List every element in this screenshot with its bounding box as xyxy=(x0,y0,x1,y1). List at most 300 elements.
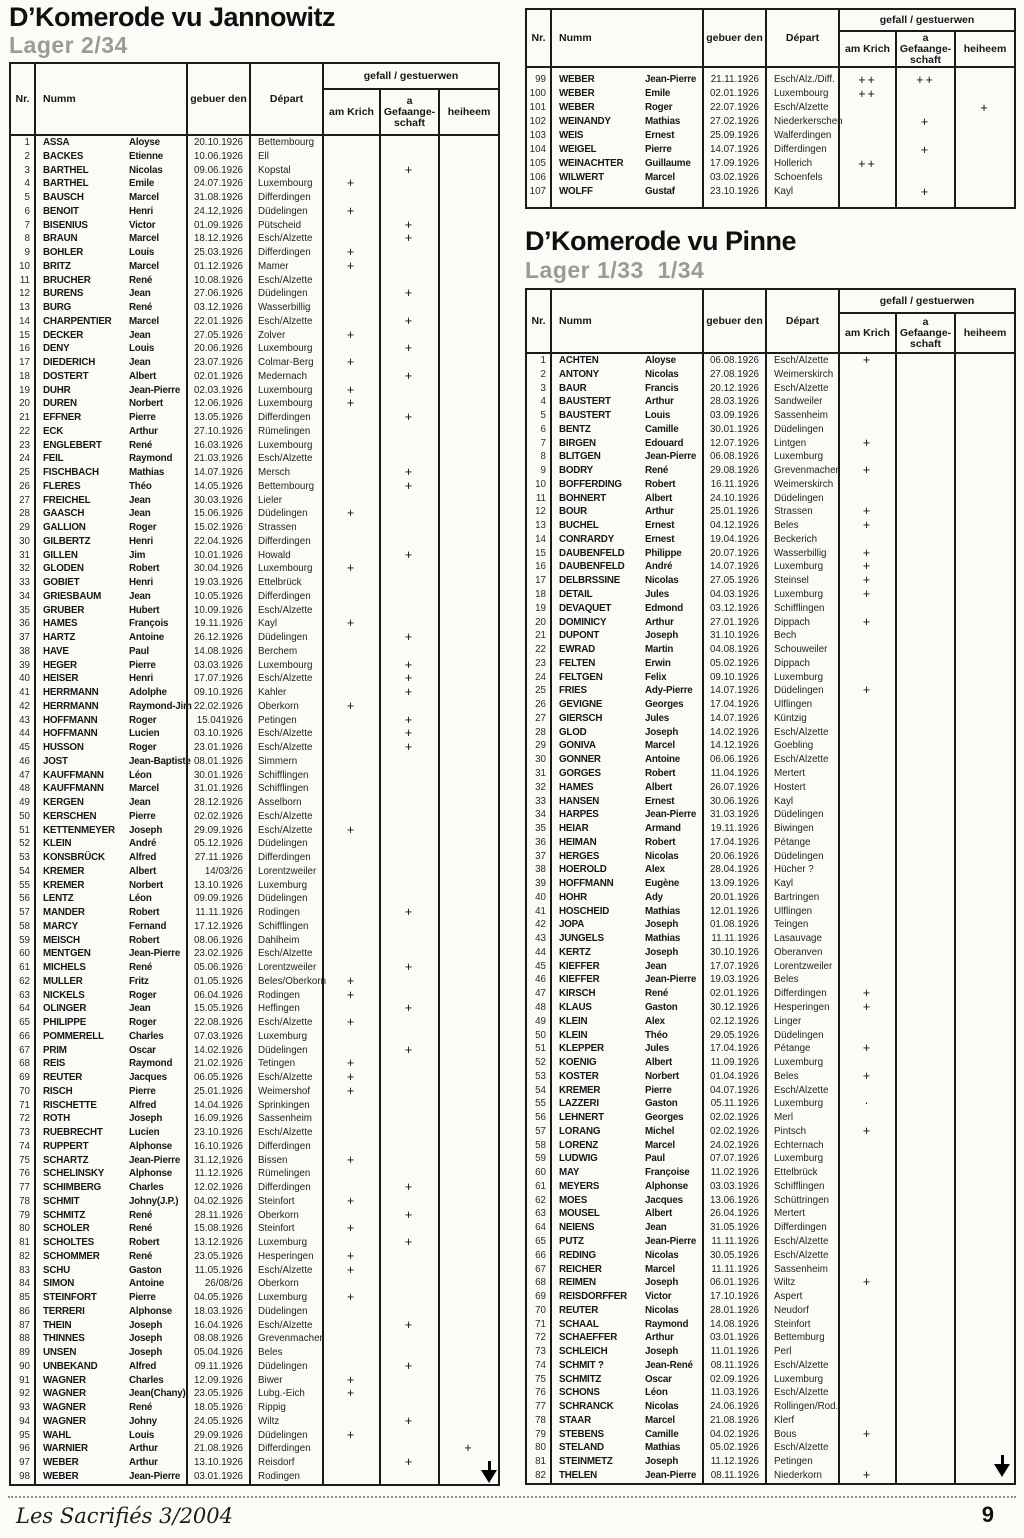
cell-firstname: André xyxy=(645,561,673,573)
col-header-numm: Numm xyxy=(550,290,702,352)
cell-nr: 62 xyxy=(535,1194,546,1206)
cell-name xyxy=(34,549,186,563)
cell-depart: Esch/Alzette xyxy=(765,382,838,396)
cell-nr: 49 xyxy=(535,1015,546,1027)
cell-krich-mark: + xyxy=(322,397,379,411)
cell-heiheem-mark xyxy=(438,164,498,178)
cell-heiheem-mark xyxy=(438,507,498,521)
cell-born: 25.09.1926 xyxy=(702,129,765,143)
cell-nr: 20 xyxy=(19,398,30,410)
cell-krich-mark xyxy=(838,629,895,643)
cell-depart: Bettemburg xyxy=(765,1331,838,1345)
col-header-born: gebuer den xyxy=(186,64,249,134)
cell-born: 15.02.1926 xyxy=(186,521,249,535)
cell-firstname: Jean xyxy=(129,590,151,602)
cell-surname: KREMER xyxy=(43,879,85,891)
cell-firstname: Nicolas xyxy=(645,1249,679,1261)
cell-surname: SCHRANCK xyxy=(559,1401,614,1413)
cell-heiheem-mark xyxy=(438,397,498,411)
cell-heiheem-mark xyxy=(954,1180,1014,1194)
cell-nr: 48 xyxy=(535,1001,546,1013)
table-row xyxy=(527,464,1014,478)
cell-depart: Tetingen xyxy=(249,1057,322,1071)
table-row xyxy=(527,1097,1014,1111)
cell-gefaangeschaft-mark xyxy=(379,1401,438,1415)
cell-firstname: Jean-Pierre xyxy=(129,948,181,960)
cell-depart: Differdingen xyxy=(249,1181,322,1195)
cell-name xyxy=(34,562,186,576)
cell-born: 29.09.1926 xyxy=(186,1429,249,1443)
table-row xyxy=(527,1056,1014,1070)
cell-gefaangeschaft-mark xyxy=(379,1346,438,1360)
cell-krich-mark xyxy=(838,533,895,547)
cell-firstname: Marcel xyxy=(645,1414,675,1426)
cell-depart: Wiltz xyxy=(249,1415,322,1429)
cell-name xyxy=(34,1456,186,1470)
cell-firstname: René xyxy=(645,988,669,1000)
cell-surname: DOSTERT xyxy=(43,370,89,382)
cell-depart: Düdelingen xyxy=(765,423,838,437)
cell-name xyxy=(34,274,186,288)
cell-krich-mark: + xyxy=(838,437,895,451)
cell-nr: 56 xyxy=(19,893,30,905)
cell-surname: JOST xyxy=(43,755,68,767)
cell-gefaangeschaft-mark: + xyxy=(379,342,438,356)
cell-surname: BOFFERDING xyxy=(559,478,622,490)
cell-nr: 44 xyxy=(535,946,546,958)
cell-gefaangeschaft-mark xyxy=(895,1235,954,1249)
cell-heiheem-mark xyxy=(954,368,1014,382)
cell-heiheem-mark xyxy=(954,1029,1014,1043)
cell-firstname: Joseph xyxy=(129,824,163,836)
cell-nr: 31 xyxy=(535,767,546,779)
cell-nr: 37 xyxy=(535,850,546,862)
cell-surname: MICHELS xyxy=(43,962,86,973)
cell-name xyxy=(34,246,186,260)
cell-heiheem-mark xyxy=(954,143,1014,157)
table-row xyxy=(11,1264,498,1278)
cell-gefaangeschaft-mark xyxy=(379,590,438,604)
cell-nr: 4 xyxy=(540,396,546,408)
table-row xyxy=(11,672,498,686)
cell-gefaangeschaft-mark: + xyxy=(379,714,438,728)
cell-born: 16.11.1926 xyxy=(702,478,765,492)
cell-gefaangeschaft-mark xyxy=(895,1359,954,1373)
cell-depart: Schifflingen xyxy=(765,602,838,616)
cell-born: 22.01.1926 xyxy=(186,315,249,329)
cell-depart: Kayl xyxy=(765,877,838,891)
cell-heiheem-mark xyxy=(954,698,1014,712)
cell-gefaangeschaft-mark: + xyxy=(379,1181,438,1195)
table-row xyxy=(527,409,1014,423)
cell-depart: Beles xyxy=(765,519,838,533)
table-row xyxy=(11,164,498,178)
cell-surname: DEVAQUET xyxy=(559,602,612,614)
cell-name xyxy=(550,1125,702,1139)
cell-depart: Luxemburg xyxy=(765,1373,838,1387)
cell-heiheem-mark xyxy=(954,73,1014,87)
cell-krich-mark xyxy=(838,1249,895,1263)
cell-nr: 78 xyxy=(535,1414,546,1426)
cell-nr: 76 xyxy=(535,1387,546,1399)
cell-name xyxy=(550,671,702,685)
cell-heiheem-mark xyxy=(954,1441,1014,1455)
cell-depart: Luxemburg xyxy=(765,450,838,464)
cell-krich-mark xyxy=(322,494,379,508)
cell-firstname: Léon xyxy=(645,1387,668,1399)
cell-born: 03.09.1926 xyxy=(702,409,765,423)
cell-firstname: Jean xyxy=(645,1222,667,1234)
cell-krich-mark xyxy=(322,425,379,439)
cell-name xyxy=(550,698,702,712)
cell-depart: Weimerskirch xyxy=(765,478,838,492)
cell-heiheem-mark xyxy=(954,629,1014,643)
cell-heiheem-mark xyxy=(438,1374,498,1388)
cell-surname: BUCHEL xyxy=(559,520,599,532)
table-row xyxy=(527,143,1014,157)
cell-born: 08.11.1926 xyxy=(702,1359,765,1373)
cell-depart: Luxembourg xyxy=(249,384,322,398)
cell-heiheem-mark xyxy=(954,1207,1014,1221)
cell-depart: Differdingen xyxy=(249,851,322,865)
cell-born: 02.12.1926 xyxy=(702,1015,765,1029)
cell-heiheem-mark xyxy=(954,877,1014,891)
cell-nr: 2 xyxy=(540,368,546,380)
cell-krich-mark: + xyxy=(838,1469,895,1483)
cell-firstname: Aloyse xyxy=(129,137,160,148)
cell-heiheem-mark xyxy=(438,590,498,604)
cell-heiheem-mark xyxy=(438,521,498,535)
cell-krich-mark xyxy=(322,961,379,975)
cell-born: 05.02.1926 xyxy=(702,1441,765,1455)
cell-krich-mark xyxy=(838,1414,895,1428)
cell-gefaangeschaft-mark xyxy=(379,1387,438,1401)
cell-nr: 33 xyxy=(19,577,30,588)
cell-born: 04.03.1926 xyxy=(702,588,765,602)
cell-name xyxy=(550,932,702,946)
cell-firstname: Jacques xyxy=(129,1072,167,1083)
table-row xyxy=(527,115,1014,129)
cell-surname: WEIS xyxy=(559,130,584,141)
cell-krich-mark xyxy=(838,1235,895,1249)
cell-born: 08.11.1926 xyxy=(702,1469,765,1483)
cell-heiheem-mark xyxy=(954,795,1014,809)
cell-nr: 65 xyxy=(19,1017,30,1028)
table-row xyxy=(527,973,1014,987)
cell-nr: 77 xyxy=(19,1182,30,1193)
cell-born: 11.05.1926 xyxy=(186,1264,249,1278)
cell-firstname: Jean-Baptiste xyxy=(129,755,191,767)
col-header-nr: Nr. xyxy=(15,92,30,105)
cell-depart: Medernach xyxy=(249,370,322,384)
cell-gefaangeschaft-mark xyxy=(895,1345,954,1359)
cell-depart: Schifflingen xyxy=(249,769,322,783)
cell-depart: Ulflingen xyxy=(765,905,838,919)
cell-firstname: Gaston xyxy=(645,1098,678,1110)
cell-firstname: François xyxy=(129,618,169,630)
cell-surname: HAMES xyxy=(43,618,78,630)
cell-surname: WEINANDY xyxy=(559,116,611,127)
cell-heiheem-mark xyxy=(438,232,498,246)
cell-gefaangeschaft-mark: + xyxy=(379,480,438,494)
cell-surname: WEIGEL xyxy=(559,144,597,155)
cell-firstname: Mathias xyxy=(645,905,681,917)
cell-surname: STELAND xyxy=(559,1442,604,1454)
footer-publication: Les Sacrifiés 3/2004 xyxy=(16,1504,234,1528)
cell-gefaangeschaft-mark xyxy=(895,1441,954,1455)
cell-born: 14.07.1926 xyxy=(702,684,765,698)
cell-gefaangeschaft-mark: ++ xyxy=(895,73,954,87)
cell-nr: 35 xyxy=(19,604,30,616)
cell-nr: 3 xyxy=(24,164,30,176)
cell-gefaangeschaft-mark xyxy=(379,246,438,260)
cell-heiheem-mark xyxy=(438,439,498,453)
cell-surname: DUREN xyxy=(43,398,77,410)
cell-firstname: Robert xyxy=(129,907,160,918)
cell-heiheem-mark xyxy=(954,588,1014,602)
table-row xyxy=(11,1401,498,1415)
cell-krich-mark xyxy=(322,1030,379,1044)
cell-gefaangeschaft-mark xyxy=(379,975,438,989)
cell-born: 17.07.1926 xyxy=(186,672,249,686)
cell-heiheem-mark xyxy=(954,808,1014,822)
cell-name xyxy=(550,1263,702,1277)
cell-krich-mark xyxy=(322,301,379,315)
cell-born: 06.08.1926 xyxy=(702,450,765,464)
cell-depart: Bettembourg xyxy=(249,136,322,150)
cell-heiheem-mark xyxy=(954,726,1014,740)
cell-firstname: Joseph xyxy=(129,1113,163,1125)
cell-firstname: Pierre xyxy=(129,1292,156,1303)
table-row xyxy=(11,246,498,260)
cell-depart: Esch/Alzette xyxy=(765,1386,838,1400)
cell-firstname: Alfred xyxy=(129,1360,157,1372)
cell-depart: Lubg.-Eich xyxy=(249,1387,322,1401)
cell-nr: 24 xyxy=(19,453,30,465)
cell-firstname: Johny xyxy=(129,1415,157,1427)
cell-firstname: Alex xyxy=(645,1015,665,1027)
cell-heiheem-mark xyxy=(438,1016,498,1030)
cell-surname: RUPPERT xyxy=(43,1140,89,1152)
cell-gefaangeschaft-mark xyxy=(379,1167,438,1181)
cell-name xyxy=(34,439,186,453)
cell-firstname: Marcel xyxy=(129,783,159,795)
table-row xyxy=(527,795,1014,809)
cell-born: 27.05.1926 xyxy=(702,574,765,588)
cell-depart: Sandweiler xyxy=(765,395,838,409)
cell-name xyxy=(34,260,186,274)
cell-krich-mark xyxy=(838,1029,895,1043)
cell-heiheem-mark xyxy=(954,987,1014,1001)
cell-born: 14.05.1926 xyxy=(186,480,249,494)
table-row xyxy=(527,157,1014,171)
table-row xyxy=(527,808,1014,822)
cell-krich-mark: + xyxy=(838,684,895,698)
cell-surname: GIERSCH xyxy=(559,712,603,724)
cell-surname: KONSBRÜCK xyxy=(43,852,105,863)
cell-depart: Luxemburg xyxy=(249,1236,322,1250)
cell-born: 19.03.1926 xyxy=(186,576,249,590)
cell-name xyxy=(34,837,186,851)
col-header-group: gefall / gestuerwen xyxy=(322,64,498,90)
cell-surname: EWRAD xyxy=(559,644,596,656)
cell-nr: 9 xyxy=(540,465,546,477)
cell-gefaangeschaft-mark xyxy=(895,891,954,905)
cell-surname: KLEIN xyxy=(559,1015,588,1027)
cell-depart: Steinsel xyxy=(765,574,838,588)
cell-surname: WEBER xyxy=(559,88,595,99)
cell-depart: Lasauvage xyxy=(765,932,838,946)
col-header-numm: Numm xyxy=(34,64,186,134)
cell-surname: SCHAEFFER xyxy=(559,1332,618,1344)
cell-firstname: Jean xyxy=(129,329,151,341)
cell-krich-mark xyxy=(322,1126,379,1140)
cell-nr: 64 xyxy=(19,1003,30,1015)
cell-surname: KERSCHEN xyxy=(43,810,97,822)
cell-nr: 19 xyxy=(535,602,546,614)
cell-gefaangeschaft-mark xyxy=(379,1222,438,1236)
cell-depart: Esch/Alzette xyxy=(249,1319,322,1333)
table-row xyxy=(11,1099,498,1113)
cell-krich-mark xyxy=(838,492,895,506)
cell-krich-mark xyxy=(838,795,895,809)
cell-name xyxy=(550,1111,702,1125)
cell-firstname: Marcel xyxy=(645,172,675,183)
cell-born: 14.02.1926 xyxy=(186,1044,249,1058)
cell-gefaangeschaft-mark xyxy=(379,1140,438,1154)
cell-heiheem-mark xyxy=(438,150,498,164)
cell-krich-mark xyxy=(322,219,379,233)
cell-name xyxy=(550,409,702,423)
cell-depart: Differdingen xyxy=(765,987,838,1001)
cell-gefaangeschaft-mark xyxy=(895,905,954,919)
table-row xyxy=(11,1470,498,1484)
cell-born: 01.08.1926 xyxy=(702,918,765,932)
cell-nr: 22 xyxy=(19,425,30,437)
cell-krich-mark: + xyxy=(322,1264,379,1278)
cell-krich-mark: + xyxy=(322,1291,379,1305)
cell-depart: Aspert xyxy=(765,1290,838,1304)
cell-name xyxy=(550,1373,702,1387)
cell-gefaangeschaft-mark xyxy=(895,382,954,396)
cell-born: 26/08/26 xyxy=(186,1277,249,1291)
cell-krich-mark xyxy=(838,1056,895,1070)
cell-name xyxy=(34,755,191,769)
cell-krich-mark: + xyxy=(322,1154,379,1168)
cell-born: 02.01.1926 xyxy=(702,987,765,1001)
cell-name xyxy=(34,1181,186,1195)
table-row xyxy=(11,1030,498,1044)
cell-firstname: Gustaf xyxy=(645,186,675,197)
cell-surname: MOUSEL xyxy=(559,1208,600,1220)
cell-born: 17.12.1926 xyxy=(186,920,249,934)
cell-nr: 1 xyxy=(24,137,30,148)
cell-born: 01.09.1926 xyxy=(186,219,249,233)
cell-nr: 53 xyxy=(535,1070,546,1082)
cell-born: 08.06.1926 xyxy=(186,934,249,948)
cell-krich-mark xyxy=(838,1111,895,1125)
cell-born: 04.02.1926 xyxy=(702,1428,765,1442)
cell-heiheem-mark xyxy=(954,1235,1014,1249)
cell-surname: KLAUS xyxy=(559,1001,592,1013)
cell-depart: Lorentzweiler xyxy=(765,960,838,974)
cell-firstname: Nicolas xyxy=(645,575,679,587)
cell-depart: Rodingen xyxy=(249,906,322,920)
cell-name xyxy=(34,1154,186,1168)
cell-surname: ENGLEBERT xyxy=(43,439,102,451)
cell-gefaangeschaft-mark xyxy=(895,712,954,726)
cell-born: 09.11.1926 xyxy=(186,1360,249,1374)
cell-born: 01.05.1926 xyxy=(186,975,249,989)
cell-heiheem-mark xyxy=(954,478,1014,492)
cell-nr: 40 xyxy=(535,891,546,903)
cell-krich-mark: + xyxy=(838,1125,895,1139)
cell-heiheem-mark xyxy=(438,562,498,576)
table-row xyxy=(527,478,1014,492)
cell-name xyxy=(550,905,702,919)
cell-born: 24.02.1926 xyxy=(702,1139,765,1153)
table-row xyxy=(11,1387,498,1401)
cell-depart: Luxemburg xyxy=(249,879,322,893)
cell-firstname: Roger xyxy=(645,102,673,113)
cell-nr: 68 xyxy=(19,1058,30,1070)
cell-krich-mark xyxy=(322,1319,379,1333)
cell-firstname: Pierre xyxy=(129,1085,156,1097)
cell-nr: 104 xyxy=(529,144,546,155)
cell-surname: HEGER xyxy=(43,659,77,671)
cell-firstname: Joseph xyxy=(645,1456,679,1468)
cell-depart: Esch/Alzette xyxy=(765,1235,838,1249)
cell-firstname: Georges xyxy=(645,699,684,711)
cell-surname: UNSEN xyxy=(43,1347,77,1358)
cell-gefaangeschaft-mark xyxy=(895,547,954,561)
cell-surname: SCHONS xyxy=(559,1387,600,1399)
cell-surname: HEIAR xyxy=(559,823,589,835)
cell-firstname: Lucien xyxy=(129,1127,160,1138)
cell-gefaangeschaft-mark: + xyxy=(379,164,438,178)
cell-name xyxy=(550,354,702,368)
cell-born: 02.02.1926 xyxy=(186,810,249,824)
table-row xyxy=(11,274,498,288)
cell-nr: 70 xyxy=(19,1085,30,1097)
cell-gefaangeschaft-mark: + xyxy=(379,411,438,425)
cell-firstname: Louis xyxy=(129,1429,155,1441)
cell-born: 30.06.1926 xyxy=(702,795,765,809)
cell-heiheem-mark xyxy=(954,712,1014,726)
cell-firstname: Victor xyxy=(645,1291,672,1303)
table-row xyxy=(527,739,1014,753)
cell-gefaangeschaft-mark xyxy=(379,1099,438,1113)
cell-born: 30.10.1926 xyxy=(702,946,765,960)
cell-firstname: Robert xyxy=(129,1237,160,1248)
cell-name xyxy=(550,822,702,836)
cell-depart: Düdelingen xyxy=(765,684,838,698)
cell-heiheem-mark xyxy=(954,1125,1014,1139)
cell-born: 27.05.1926 xyxy=(186,329,249,343)
cell-gefaangeschaft-mark xyxy=(379,439,438,453)
cell-depart: Luxemburg xyxy=(765,560,838,574)
cell-surname: HEISER xyxy=(43,673,79,685)
cell-heiheem-mark xyxy=(438,1346,498,1360)
table-row xyxy=(527,850,1014,864)
cell-heiheem-mark xyxy=(438,1057,498,1071)
cell-krich-mark xyxy=(322,865,379,879)
cell-heiheem-mark xyxy=(438,1002,498,1016)
cell-firstname: Louis xyxy=(645,410,671,422)
cell-depart: Esch/Alzette xyxy=(765,354,838,368)
cell-firstname: René xyxy=(129,1250,153,1262)
cell-born: 19.04.1926 xyxy=(702,533,765,547)
